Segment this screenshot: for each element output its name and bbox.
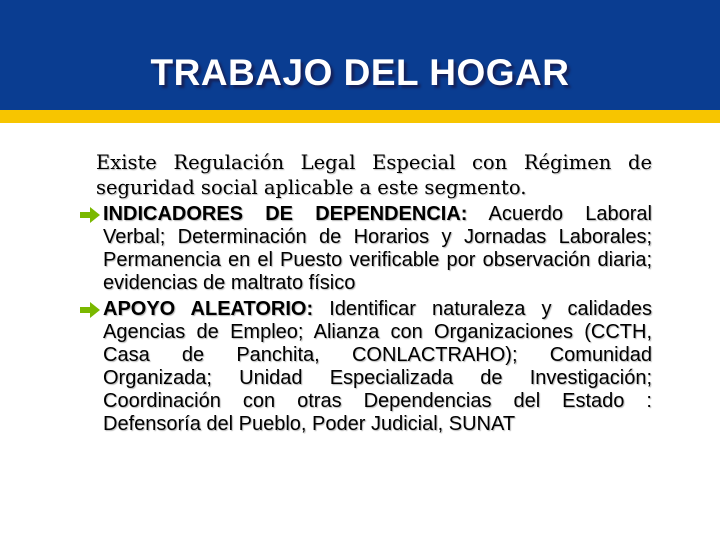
arrow-right-icon xyxy=(80,302,100,318)
bullet-indicadores xyxy=(80,203,652,295)
slide-title: TRABAJO DEL HOGAR xyxy=(150,52,570,93)
slide-body xyxy=(80,150,652,436)
bullet-label: INDICADORES DE DEPENDENCIA: xyxy=(103,203,468,225)
bullet-label: APOYO ALEATORIO: xyxy=(103,298,314,320)
bullet-text: Identificar naturaleza y calidades Agencias de Empleo; Alianza con Organizaciones (CCTH, Casa de Panchita, CONLACTRAHO); Comunidad Organizada; Unidad Especializada de Investigación; Coordinación con otras Dependencias del Estado : Defensoría del Pueblo, Poder Judicial, SUNAT xyxy=(103,298,653,435)
accent-stripe xyxy=(0,110,720,123)
arrow-right-icon xyxy=(80,207,100,223)
bullet-text: Acuerdo Laboral Verbal; Determinación de Horarios y Jornadas Laborales; Permanencia en el Puesto verificable por observación diaria; evidencias de maltrato físico xyxy=(103,203,652,294)
bullet-apoyo xyxy=(80,298,652,436)
intro-paragraph: Existe Regulación Legal Especial con Régimen de seguridad social aplicable a este segmento. xyxy=(96,151,652,199)
